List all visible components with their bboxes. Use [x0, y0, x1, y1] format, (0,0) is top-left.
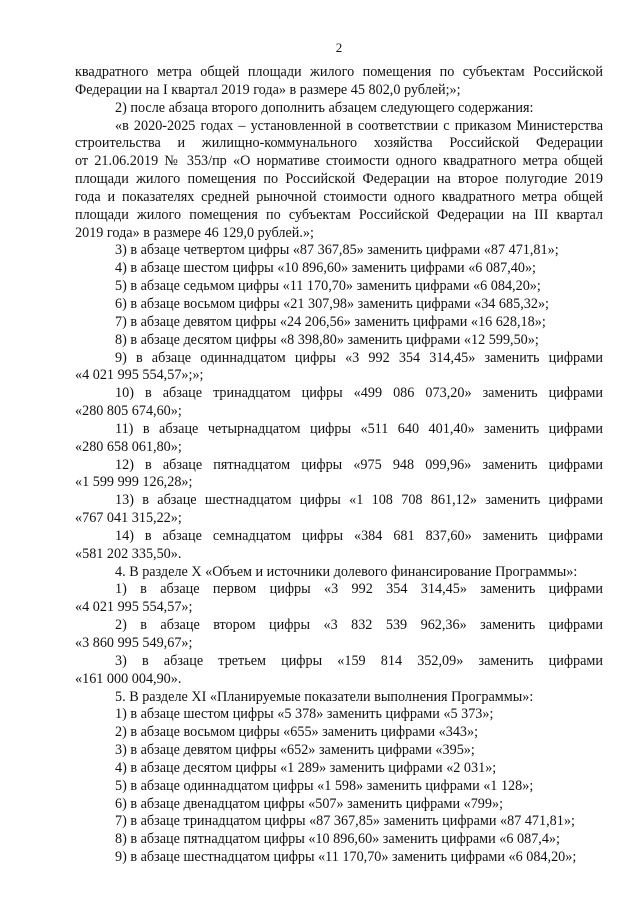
paragraph: [75, 492, 603, 528]
paragraph: [75, 689, 603, 707]
paragraph-line: 4) в абзаце шестом цифры «10 896,60» заменить цифрами «6 087,40»;: [115, 260, 536, 277]
paragraph: [75, 706, 603, 724]
paragraph-line: «4 021 995 554,57»;»;: [75, 367, 204, 384]
paragraph-line: «в 2020-2025 годах – установленной в соответствии с приказом Министерства: [115, 117, 603, 134]
paragraph: [75, 457, 603, 493]
paragraph-line: 13) в абзаце шестнадцатом цифры «1 108 708 861,12» заменить цифрами: [115, 492, 603, 509]
paragraph-line: Федерации на I квартал 2019 года» в размере 45 802,0 рублей;»;: [75, 81, 461, 98]
paragraph-line: «280 658 061,80»;: [75, 438, 182, 455]
paragraph-line: 5) в абзаце одиннадцатом цифры «1 598» заменить цифрами «1 128»;: [115, 777, 534, 794]
paragraph-line: от 21.06.2019 № 353/пр «О нормативе стоимости одного квадратного метра общей: [75, 153, 603, 170]
paragraph: [75, 350, 603, 386]
paragraph: [75, 581, 603, 617]
paragraph: [75, 332, 603, 350]
paragraph-line: 8) в абзаце десятом цифры «8 398,80» заменить цифрами «12 599,50»;: [115, 331, 539, 348]
paragraph-line: 6) в абзаце восьмом цифры «21 307,98» заменить цифрами «34 685,32»;: [115, 295, 549, 312]
paragraph: [75, 528, 603, 564]
paragraph: [75, 742, 603, 760]
paragraph-line: квадратного метра общей площади жилого помещения по субъектам Российской: [75, 64, 603, 80]
paragraph: [75, 760, 603, 778]
paragraph: [75, 278, 603, 296]
paragraph: [75, 831, 603, 849]
paragraph: [75, 242, 603, 260]
paragraph-line: строительства и жилищно-коммунального хозяйства Российской Федерации: [75, 135, 603, 152]
paragraph: [75, 385, 603, 421]
paragraph: [75, 260, 603, 278]
paragraph-line: 9) в абзаце одиннадцатом цифры «3 992 354 314,45» заменить цифрами: [115, 349, 603, 366]
paragraph: [75, 118, 603, 243]
paragraph-line: площади жилого помещения по Российской Федерации на второе полугодие 2019: [75, 171, 603, 188]
paragraph-line: 10) в абзаце тринадцатом цифры «499 086 073,20» заменить цифрами: [115, 385, 603, 402]
paragraph-line: 2019 года» в размере 46 129,0 рублей.»;: [75, 224, 314, 241]
paragraph-line: «1 599 999 126,28»;: [75, 474, 193, 491]
paragraph-line: «161 000 004,90».: [75, 670, 182, 687]
paragraph-line: 9) в абзаце шестнадцатом цифры «11 170,70» заменить цифрами «6 084,20»;: [115, 849, 577, 866]
paragraph-line: 4) в абзаце десятом цифры «1 289» заменить цифрами «2 031»;: [115, 759, 497, 776]
paragraph-line: 6) в абзаце двенадцатом цифры «507» заменить цифрами «799»;: [115, 795, 504, 812]
paragraph-line: 8) в абзаце пятнадцатом цифры «10 896,60» заменить цифрами «6 087,4»;: [115, 831, 560, 848]
page-number: 2: [335, 40, 343, 55]
paragraph: [75, 653, 603, 689]
paragraph: [75, 796, 603, 814]
paragraph-line: 1) в абзаце шестом цифры «5 378» заменить цифрами «5 373»;: [115, 706, 494, 723]
paragraph-line: «3 860 995 549,67»;: [75, 635, 193, 651]
paragraph-line: 5) в абзаце седьмом цифры «11 170,70» заменить цифрами «6 084,20»;: [115, 278, 541, 295]
paragraph: [75, 849, 603, 867]
paragraph-line: 7) в абзаце девятом цифры «24 206,56» заменить цифрами «16 628,18»;: [115, 313, 546, 330]
paragraph-line: 11) в абзаце четырнадцатом цифры «511 640 401,40» заменить цифрами: [115, 420, 603, 437]
paragraph-line: 2) после абзаца второго дополнить абзацем следующего содержания:: [115, 99, 534, 116]
paragraph-line: 3) в абзаце девятом цифры «652» заменить цифрами «395»;: [115, 742, 475, 759]
paragraph-line: года и показателях средней рыночной стоимости одного квадратного метра общей: [75, 188, 603, 205]
paragraph-line: 12) в абзаце пятнадцатом цифры «975 948 099,96» заменить цифрами: [115, 456, 603, 473]
paragraph: [75, 564, 603, 582]
paragraph-line: «767 041 315,22»;: [75, 510, 182, 527]
paragraph: [75, 421, 603, 457]
paragraph-line: 5. В разделе XI «Планируемые показатели выполнения Программы»:: [115, 688, 534, 705]
paragraph-line: «581 202 335,50».: [75, 545, 182, 562]
paragraph: [75, 100, 603, 118]
paragraph: [75, 314, 603, 332]
paragraph-line: площади жилого помещения по субъектам Российской Федерации на III квартал: [75, 206, 603, 223]
paragraph: [75, 813, 603, 831]
paragraph: [75, 296, 603, 314]
paragraph-line: 2) в абзаце втором цифры «3 832 539 962,36» заменить цифрами: [115, 617, 603, 634]
paragraph-line: 7) в абзаце тринадцатом цифры «87 367,85» заменить цифрами «87 471,81»;: [115, 813, 575, 830]
paragraph-line: 1) в абзаце первом цифры «3 992 354 314,45» заменить цифрами: [115, 581, 603, 598]
paragraph-line: «4 021 995 554,57»;: [75, 599, 193, 616]
paragraph-line: 3) в абзаце третьем цифры «159 814 352,09» заменить цифрами: [115, 652, 603, 669]
paragraph: [75, 64, 603, 100]
paragraph-line: 2) в абзаце восьмом цифры «655» заменить цифрами «343»;: [115, 724, 479, 741]
paragraph: [75, 617, 603, 653]
paragraph-line: 14) в абзаце семнадцатом цифры «384 681 837,60» заменить цифрами: [115, 527, 603, 544]
paragraph: [75, 778, 603, 796]
document-body: [75, 64, 603, 867]
paragraph-line: «280 805 674,60»;: [75, 403, 182, 420]
paragraph-line: 4. В разделе X «Объем и источники долевого финансирование Программы»:: [115, 563, 578, 580]
paragraph-line: 3) в абзаце четвертом цифры «87 367,85» заменить цифрами «87 471,81»;: [115, 242, 559, 259]
paragraph: [75, 724, 603, 742]
